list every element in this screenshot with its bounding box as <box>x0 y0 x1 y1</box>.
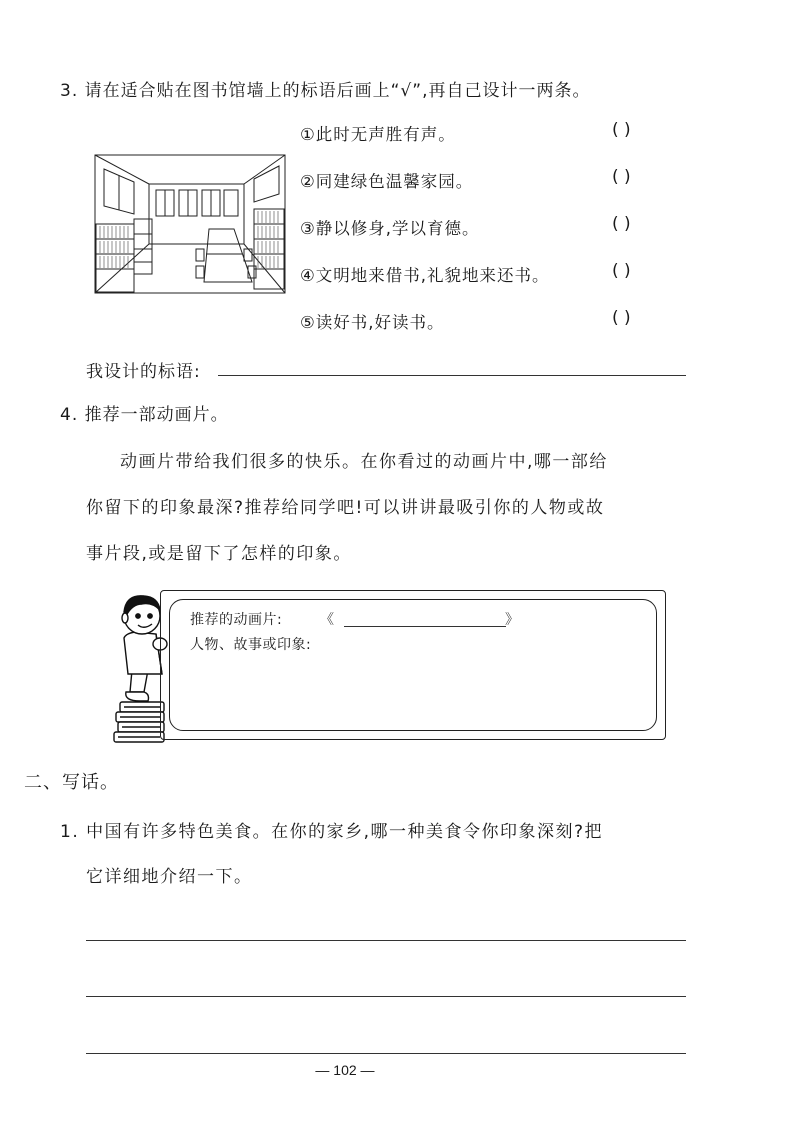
library-scene-icon <box>94 154 286 294</box>
q3-option-1: ①此时无声胜有声。 <box>300 125 456 144</box>
q4-paragraph-line-1: 动画片带给我们很多的快乐。在你看过的动画片中,哪一部给 <box>120 452 608 472</box>
my-slogan-input-line[interactable] <box>218 375 686 376</box>
page-number: — 102 — <box>315 1062 375 1078</box>
writing-line-2[interactable] <box>86 996 686 997</box>
library-illustration <box>94 154 286 294</box>
q3-option-3-blank[interactable]: ( ) <box>612 214 631 234</box>
q3-option-5-blank[interactable]: ( ) <box>612 308 631 328</box>
character-story-writing-area[interactable] <box>190 655 644 725</box>
close-title-quote: 》 <box>505 612 520 628</box>
q3-option-4-blank[interactable]: ( ) <box>612 261 631 281</box>
open-title-quote: 《 <box>320 612 335 628</box>
q3-option-2: ②同建绿色温馨家园。 <box>300 172 474 191</box>
recommended-cartoon-label: 推荐的动画片: <box>190 612 283 628</box>
q4-paragraph-line-2: 你留下的印象最深?推荐给同学吧!可以讲讲最吸引你的人物或故 <box>86 498 605 518</box>
q4-paragraph-line-3: 事片段,或是留下了怎样的印象。 <box>86 544 352 564</box>
q3-option-3: ③静以修身,学以育德。 <box>300 219 480 238</box>
q3-option-4: ④文明地来借书,礼貌地来还书。 <box>300 266 550 285</box>
q3-title: 3. 请在适合贴在图书馆墙上的标语后画上“√”,再自己设计一两条。 <box>60 81 591 101</box>
writing-line-3[interactable] <box>86 1053 686 1054</box>
q3-option-5: ⑤读好书,好读书。 <box>300 313 445 332</box>
q3-option-1-blank[interactable]: ( ) <box>612 120 631 140</box>
writing-line-1[interactable] <box>86 940 686 941</box>
character-story-label: 人物、故事或印象: <box>190 637 312 653</box>
q3-option-2-blank[interactable]: ( ) <box>612 167 631 187</box>
q4-title: 4. 推荐一部动画片。 <box>60 405 229 425</box>
recommended-cartoon-input-line[interactable] <box>344 626 506 627</box>
writing-q1-line-1: 1. 中国有许多特色美食。在你的家乡,哪一种美食令你印象深刻?把 <box>60 822 604 842</box>
section-2-heading: 二、写话。 <box>24 772 119 793</box>
writing-q1-line-2: 它详细地介绍一下。 <box>86 867 253 887</box>
my-slogan-label: 我设计的标语: <box>86 362 201 382</box>
